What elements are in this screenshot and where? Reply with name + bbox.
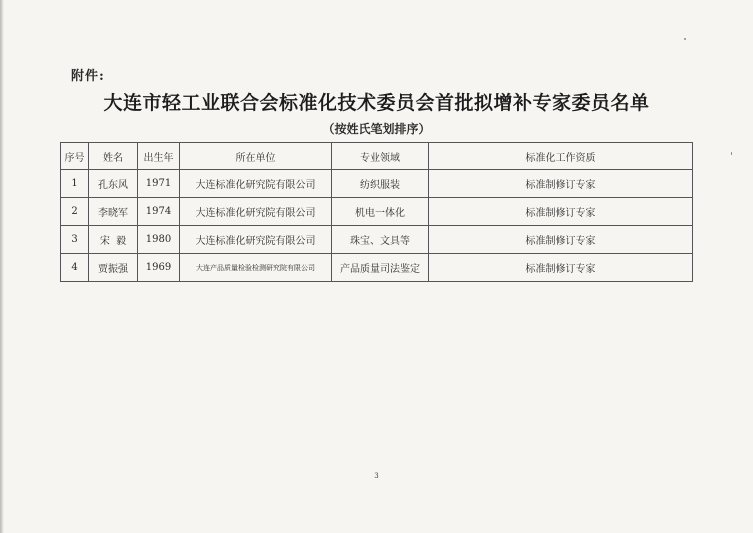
header-name: 姓名 bbox=[89, 143, 138, 170]
cell-organization: 大连产品质量检验检测研究院有限公司 bbox=[180, 254, 332, 282]
cell-qualification: 标准制修订专家 bbox=[429, 198, 693, 226]
cell-seq: 4 bbox=[61, 254, 89, 282]
table-row bbox=[61, 254, 693, 282]
cell-field: 机电一体化 bbox=[332, 198, 429, 226]
scan-speck bbox=[731, 152, 732, 155]
expert-roster-table bbox=[60, 142, 693, 282]
scan-edge-shadow bbox=[0, 0, 4, 533]
cell-birth-year: 1969 bbox=[138, 254, 180, 282]
cell-birth-year: 1980 bbox=[138, 226, 180, 254]
scan-speck bbox=[684, 38, 686, 40]
header-seq: 序号 bbox=[61, 143, 89, 170]
cell-seq: 2 bbox=[61, 198, 89, 226]
cell-birth-year: 1971 bbox=[138, 170, 180, 198]
cell-seq: 3 bbox=[61, 226, 89, 254]
header-field: 专业领域 bbox=[332, 143, 429, 170]
cell-seq: 1 bbox=[61, 170, 89, 198]
cell-organization: 大连标准化研究院有限公司 bbox=[180, 170, 332, 198]
header-qualification: 标准化工作资质 bbox=[429, 143, 693, 170]
table-row bbox=[61, 170, 693, 198]
cell-name: 宋 毅 bbox=[89, 226, 138, 254]
attachment-label: 附件: bbox=[71, 69, 105, 84]
header-organization: 所在单位 bbox=[180, 143, 332, 170]
cell-name: 孔东风 bbox=[89, 170, 138, 198]
cell-name: 贾振强 bbox=[89, 254, 138, 282]
table-header-row bbox=[61, 143, 693, 170]
cell-qualification: 标准制修订专家 bbox=[429, 254, 693, 282]
cell-name: 李晓军 bbox=[89, 198, 138, 226]
cell-birth-year: 1974 bbox=[138, 198, 180, 226]
cell-qualification: 标准制修订专家 bbox=[429, 226, 693, 254]
document-title: 大连市轻工业联合会标准化技术委员会首批拟增补专家委员名单 bbox=[103, 92, 650, 114]
cell-organization: 大连标准化研究院有限公司 bbox=[180, 198, 332, 226]
cell-field: 纺织服装 bbox=[332, 170, 429, 198]
cell-field: 产品质量司法鉴定 bbox=[332, 254, 429, 282]
table-row bbox=[61, 226, 693, 254]
cell-field: 珠宝、文具等 bbox=[332, 226, 429, 254]
header-birth-year: 出生年 bbox=[138, 143, 180, 170]
table-row bbox=[61, 198, 693, 226]
document-subtitle: （按姓氏笔划排序） bbox=[322, 122, 431, 136]
page-number: 3 bbox=[374, 472, 379, 480]
cell-organization: 大连标准化研究院有限公司 bbox=[180, 226, 332, 254]
cell-qualification: 标准制修订专家 bbox=[429, 170, 693, 198]
